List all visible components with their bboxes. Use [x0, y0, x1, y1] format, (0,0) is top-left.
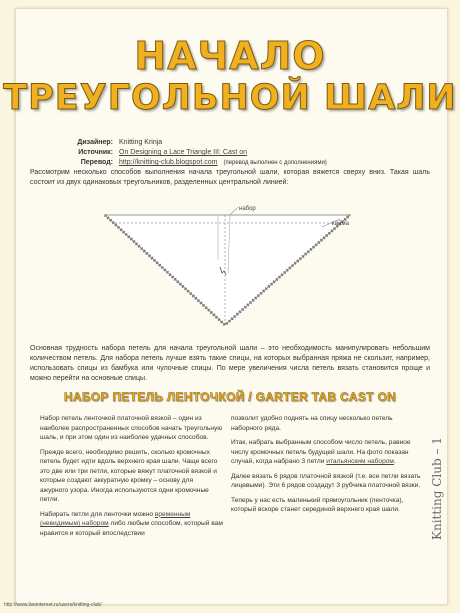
translation-note: (перевод выполнен с дополнениями)	[223, 160, 327, 166]
title-line-2: ТРЕУГОЛЬНОЙ ШАЛИ	[3, 78, 457, 118]
source-label: Источник:	[78, 149, 113, 156]
cast-on-leader	[230, 207, 238, 215]
provisional-cast-on-link[interactable]: временным (невидимым) набором	[40, 510, 191, 527]
right-paragraph-3: Далее вязать 6 рядов платочной вязкой (т.е. все петли вязать лицевыми). Эти 6 рядов создадут 3 рубчика платочной вязки.	[231, 472, 421, 489]
intro-paragraph: Рассмотрим несколько способов выполнения начала треугольной шали, которая вяжется сверху вниз. Такая шаль состоит из двух одинаковых треугольников, разделенных центральной линией:	[30, 169, 430, 186]
label-edging: кайма	[332, 221, 349, 227]
right-p2-text: Итак, набрать выбранным способом число петель, равное числу кромочных петель будущей шали. На фото показан случай, когда набрано 3 петли	[231, 439, 411, 465]
right-paragraph-1: позволит удобно поднять на спицу несколько петель наборного ряда.	[231, 415, 393, 432]
title-line-1: НАЧАЛО	[134, 34, 326, 78]
translation-link[interactable]: http://knitting-club.blogspot.com	[119, 159, 218, 166]
meta-block	[56, 138, 327, 168]
shawl-diagram	[100, 205, 355, 330]
designer-value: Knitting Krinja	[119, 139, 163, 146]
left-paragraph-2: Прежде всего, необходимо решить, сколько кромочных петель будет идти вдоль верхнего края шали. Чаще всего это две или три петли, которые вяжут платочной вязкой и которые создают аккуратную кромку – основу для ажурного узора. Иногда используются одни кромочные петли.	[40, 448, 218, 503]
lead-paragraph: Основная трудность набора петель для начала треугольной шали – это необходимость манипулировать небольшим количеством петель. Для набора петель лучше взять такие спицы, на которых выбранная пряжа не скользит, например, использовать спицы из бамбука или чулочные спицы. По мере увеличения числа петель вязать становится проще и можно перейти на основные спицы.	[30, 345, 430, 382]
left-paragraph-1: Набор петель ленточкой платочной вязкой – один из наиболее распространенных способов начать треугольную шаль, и при этом один из наиболее удачных способов.	[40, 415, 223, 441]
right-paragraph-4: Теперь у нас есть маленький прямоугольник (ленточка), который вскоре станет серединой верхнего края шали.	[231, 496, 404, 513]
left-column	[40, 414, 223, 543]
right-p2-tail: .	[393, 458, 396, 465]
right-column	[231, 414, 421, 520]
left-p3-text: Набирать петли для ленточки можно	[40, 510, 155, 518]
left-p3-tail: либо любым способом, который вам нравится и который впоследствии	[40, 520, 223, 537]
designer-label: Дизайнер:	[77, 139, 113, 146]
left-paragraph-3	[40, 510, 223, 539]
footer-url[interactable]: http://www.liveinternet.ru/users/knitting-club/	[4, 602, 102, 608]
right-paragraph-2	[231, 438, 421, 467]
side-page-label: Knitting Club – 1	[430, 437, 444, 540]
source-link[interactable]: On Designing a Lace Triangle III: Cast on	[119, 149, 248, 156]
section-title: НАБОР ПЕТЕЛЬ ЛЕНТОЧКОЙ / GARTER TAB CAST ON	[63, 390, 397, 404]
translation-label: Перевод:	[80, 159, 113, 166]
italian-cast-on-link[interactable]: итальянским набором	[326, 458, 394, 465]
label-cast-on: набор	[239, 206, 256, 212]
shawl-triangle	[105, 215, 350, 325]
